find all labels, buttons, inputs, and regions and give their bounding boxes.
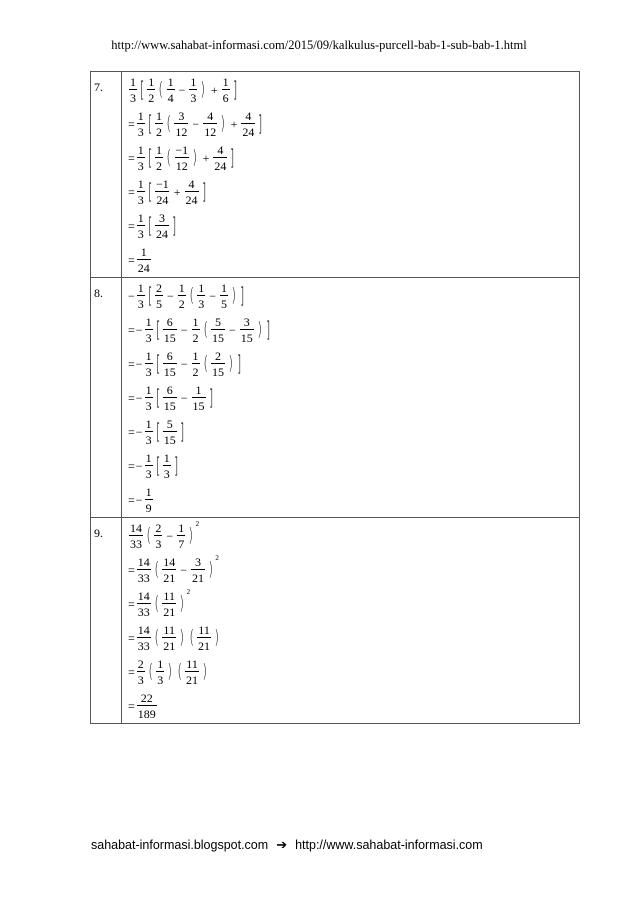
equation-line xyxy=(128,350,579,378)
fraction xyxy=(163,418,177,446)
fraction xyxy=(189,76,197,104)
fraction xyxy=(155,282,163,310)
square-bracket: ] xyxy=(201,179,206,204)
parenthesis: ) xyxy=(257,318,262,341)
fraction-denominator: 7 xyxy=(178,537,185,551)
square-bracket: ] xyxy=(208,385,213,410)
fraction xyxy=(203,110,217,138)
fraction xyxy=(211,350,225,378)
equals-sign: = xyxy=(128,425,135,439)
minus-sign: − xyxy=(128,289,135,303)
square-bracket: ] xyxy=(240,283,245,308)
operator: + xyxy=(230,117,238,131)
parenthesis: ( xyxy=(189,626,194,649)
fraction xyxy=(137,624,151,652)
equals-sign: = xyxy=(128,219,135,233)
fraction-numerator: 1 xyxy=(220,281,227,295)
equals-sign: = xyxy=(128,699,135,713)
fraction-numerator: 1 xyxy=(190,75,197,89)
fraction-numerator: 1 xyxy=(192,315,199,329)
minus-sign: − xyxy=(135,391,143,405)
fraction xyxy=(241,110,255,138)
equals-sign: = xyxy=(128,323,135,337)
fraction-numerator: 3 xyxy=(158,211,165,225)
operator: − xyxy=(178,83,186,97)
square-bracket: [ xyxy=(147,145,153,170)
equals-sign: = xyxy=(128,493,135,507)
problem-solution xyxy=(122,518,580,724)
fraction-denominator: 3 xyxy=(137,159,144,173)
square-bracket: [ xyxy=(155,453,160,478)
fraction-numerator: 1 xyxy=(148,75,155,89)
fraction-denominator: 2 xyxy=(155,125,162,139)
equals-sign: = xyxy=(128,563,135,577)
square-bracket: [ xyxy=(147,111,153,136)
fraction-denominator: 2 xyxy=(178,297,185,311)
fraction xyxy=(156,658,164,686)
fraction xyxy=(137,246,151,274)
parenthesis: ( xyxy=(158,78,164,101)
fraction xyxy=(137,556,151,584)
square-bracket: ] xyxy=(237,351,242,376)
fraction xyxy=(192,350,200,378)
fraction-numerator: 1 xyxy=(157,657,164,671)
fraction xyxy=(137,144,145,172)
fraction-denominator: 12 xyxy=(175,125,188,139)
parenthesis: ) xyxy=(228,352,233,375)
fraction-denominator: 2 xyxy=(192,365,199,379)
fraction-numerator: 11 xyxy=(163,623,175,637)
problem-number: 8. xyxy=(91,278,122,518)
fraction-denominator: 3 xyxy=(190,91,197,105)
minus-sign: − xyxy=(135,323,143,337)
fraction-numerator: 1 xyxy=(192,349,199,363)
fraction-denominator: 2 xyxy=(155,159,162,173)
fraction-denominator: 3 xyxy=(145,433,152,447)
fraction-numerator: 14 xyxy=(130,521,142,535)
fraction-numerator: 11 xyxy=(163,589,175,603)
parenthesis: ( xyxy=(146,524,151,547)
square-bracket: ] xyxy=(266,317,271,342)
fraction-numerator: 4 xyxy=(217,143,224,157)
fraction xyxy=(155,144,163,172)
equation-line xyxy=(128,384,579,412)
fraction-numerator: 3 xyxy=(178,109,185,123)
fraction-denominator: 24 xyxy=(242,125,255,139)
fraction-denominator: 189 xyxy=(137,707,156,721)
fraction xyxy=(163,350,177,378)
fraction xyxy=(191,556,205,584)
problem-row xyxy=(91,518,580,724)
parenthesis: ( xyxy=(154,592,159,615)
equation-line xyxy=(128,110,579,138)
fraction-denominator: 21 xyxy=(191,571,204,585)
fraction-denominator: 33 xyxy=(137,605,150,619)
equation-line xyxy=(128,692,579,720)
fraction-numerator: 1 xyxy=(137,211,144,225)
parenthesis: ( xyxy=(203,318,208,341)
operator: − xyxy=(180,563,187,577)
fraction-numerator: 6 xyxy=(166,349,173,363)
fraction xyxy=(192,316,200,344)
operator: − xyxy=(228,323,236,337)
fraction-denominator: 3 xyxy=(137,297,144,311)
fraction xyxy=(162,556,176,584)
exponent: 2 xyxy=(215,554,219,562)
fraction-denominator: 3 xyxy=(198,297,205,311)
problem-number: 7. xyxy=(91,72,122,278)
fraction xyxy=(220,282,228,310)
fraction xyxy=(213,144,227,172)
equation-line xyxy=(128,522,579,550)
fraction-denominator: 3 xyxy=(145,399,152,413)
equation-line xyxy=(128,658,579,686)
equals-sign: = xyxy=(128,117,135,131)
equation-line xyxy=(128,486,579,514)
fraction-denominator: 12 xyxy=(204,125,217,139)
equals-sign: = xyxy=(128,459,135,473)
fraction-numerator: 1 xyxy=(137,109,144,123)
fraction-denominator: 9 xyxy=(145,501,152,515)
fraction-denominator: 3 xyxy=(137,227,144,241)
fraction-denominator: 21 xyxy=(198,639,211,653)
square-bracket: ] xyxy=(173,453,179,478)
fraction xyxy=(129,76,137,104)
parenthesis: ) xyxy=(220,112,226,135)
fraction-denominator: 24 xyxy=(155,227,168,241)
fraction xyxy=(137,658,145,686)
fraction-numerator: 3 xyxy=(194,555,201,569)
fraction-numerator: 1 xyxy=(145,315,152,329)
fraction-denominator: 3 xyxy=(137,673,144,687)
fraction xyxy=(145,350,153,378)
fraction-numerator: 1 xyxy=(137,143,144,157)
equation-line xyxy=(128,556,579,584)
fraction xyxy=(163,384,177,412)
footer-site-link: http://www.sahabat-informasi.com xyxy=(295,838,483,852)
operator: − xyxy=(166,289,174,303)
fraction xyxy=(177,522,185,550)
fraction-numerator: 1 xyxy=(145,417,152,431)
fraction xyxy=(129,522,143,550)
parenthesis: ) xyxy=(200,78,206,101)
parenthesis: ) xyxy=(202,660,207,683)
fraction xyxy=(145,452,153,480)
problem-number: 9. xyxy=(91,518,122,724)
fraction xyxy=(147,76,155,104)
fraction-numerator: 6 xyxy=(166,315,173,329)
fraction-denominator: 33 xyxy=(130,537,142,551)
problem-solution xyxy=(122,72,580,278)
fraction xyxy=(174,144,189,172)
footer-blog-link: sahabat-informasi.blogspot.com xyxy=(91,838,269,852)
fraction-numerator: 1 xyxy=(145,451,152,465)
square-bracket: ] xyxy=(179,419,185,444)
operator: − xyxy=(192,117,200,131)
solutions-table xyxy=(90,71,580,724)
equation-line xyxy=(128,316,579,344)
fraction-denominator: 3 xyxy=(145,467,152,481)
parenthesis: ) xyxy=(208,558,213,581)
page-footer xyxy=(91,837,483,853)
equation-line xyxy=(128,246,579,274)
fraction xyxy=(222,76,230,104)
fraction-denominator: 33 xyxy=(137,571,150,585)
fraction-numerator: 2 xyxy=(214,349,221,363)
fraction-numerator: 5 xyxy=(166,417,173,431)
fraction xyxy=(137,282,145,310)
equals-sign: = xyxy=(128,597,135,611)
fraction-denominator: 15 xyxy=(163,433,176,447)
parenthesis: ) xyxy=(179,626,185,649)
fraction-numerator: 1 xyxy=(195,383,202,397)
fraction-denominator: 3 xyxy=(130,91,136,105)
fraction xyxy=(211,316,225,344)
fraction-denominator: 33 xyxy=(137,639,150,653)
fraction-numerator: 1 xyxy=(178,281,185,295)
fraction xyxy=(145,486,153,514)
fraction-numerator: −1 xyxy=(155,177,169,191)
parenthesis: ( xyxy=(166,146,171,169)
minus-sign: − xyxy=(135,357,143,371)
square-bracket: ] xyxy=(230,145,235,170)
parenthesis: ( xyxy=(177,660,182,683)
fraction-numerator: 6 xyxy=(166,383,173,397)
fraction-numerator: 2 xyxy=(155,281,162,295)
fraction-denominator: 6 xyxy=(222,91,229,105)
fraction-numerator: 4 xyxy=(207,109,214,123)
fraction-numerator: 1 xyxy=(145,349,152,363)
problem-row xyxy=(91,278,580,518)
equals-sign: = xyxy=(128,631,135,645)
parenthesis: ) xyxy=(192,146,198,169)
square-bracket: [ xyxy=(147,179,153,204)
fraction-denominator: 3 xyxy=(163,467,170,481)
fraction xyxy=(145,418,153,446)
fraction-numerator: 1 xyxy=(222,75,229,89)
fraction-denominator: 15 xyxy=(163,399,176,413)
square-bracket: [ xyxy=(139,77,145,102)
fraction xyxy=(155,178,170,206)
operator: + xyxy=(202,151,210,165)
square-bracket: [ xyxy=(147,283,153,308)
equation-line xyxy=(128,624,579,652)
fraction xyxy=(185,178,199,206)
square-bracket: [ xyxy=(147,213,153,238)
fraction xyxy=(137,692,157,720)
fraction-denominator: 21 xyxy=(163,571,176,585)
fraction-numerator: 14 xyxy=(137,623,150,637)
equals-sign: = xyxy=(128,357,135,371)
parenthesis: ) xyxy=(231,284,236,307)
fraction xyxy=(197,624,211,652)
fraction-denominator: 15 xyxy=(163,331,176,345)
equation-line xyxy=(128,76,579,104)
operator: − xyxy=(180,391,188,405)
equation-line xyxy=(128,590,579,618)
fraction xyxy=(137,212,145,240)
fraction xyxy=(145,316,153,344)
parenthesis: ( xyxy=(166,112,171,135)
square-bracket: [ xyxy=(155,317,160,342)
square-bracket: [ xyxy=(155,385,160,410)
fraction-denominator: 15 xyxy=(211,365,224,379)
square-bracket: [ xyxy=(155,419,160,444)
fraction-denominator: 15 xyxy=(211,331,224,345)
parenthesis: ) xyxy=(179,592,185,615)
equals-sign: = xyxy=(128,151,135,165)
fraction-numerator: 1 xyxy=(163,451,170,465)
fraction-denominator: 21 xyxy=(163,605,176,619)
fraction-denominator: 3 xyxy=(155,537,162,551)
fraction-numerator: 4 xyxy=(188,177,195,191)
fraction-numerator: 11 xyxy=(198,623,210,637)
fraction xyxy=(197,282,205,310)
parenthesis: ( xyxy=(189,284,194,307)
fraction xyxy=(192,384,206,412)
fraction xyxy=(162,590,176,618)
fraction-denominator: 2 xyxy=(192,331,199,345)
fraction xyxy=(174,110,188,138)
fraction-denominator: 2 xyxy=(148,91,155,105)
fraction-denominator: 4 xyxy=(167,91,174,105)
equals-sign: = xyxy=(128,391,135,405)
right-arrow-icon: ➔ xyxy=(276,837,288,852)
fraction-denominator: 12 xyxy=(175,159,188,173)
equation-line xyxy=(128,178,579,206)
parenthesis: ) xyxy=(167,660,173,683)
equals-sign: = xyxy=(128,665,135,679)
operator: − xyxy=(180,357,188,371)
operator: − xyxy=(209,289,216,303)
square-bracket: [ xyxy=(155,351,160,376)
fraction-numerator: 1 xyxy=(178,521,185,535)
fraction xyxy=(155,212,169,240)
parenthesis: ( xyxy=(203,352,208,375)
parenthesis: ) xyxy=(188,524,194,547)
fraction-denominator: 24 xyxy=(185,193,198,207)
solutions-table-body xyxy=(91,72,580,724)
fraction-numerator: 1 xyxy=(167,75,174,89)
fraction-numerator: 1 xyxy=(155,109,162,123)
parenthesis: ( xyxy=(154,626,159,649)
fraction-numerator: 1 xyxy=(198,281,205,295)
fraction xyxy=(154,522,162,550)
fraction-numerator: 5 xyxy=(214,315,221,329)
equation-line xyxy=(128,452,579,480)
fraction xyxy=(162,624,176,652)
equation-line xyxy=(128,212,579,240)
equation-line xyxy=(128,144,579,172)
fraction-denominator: 21 xyxy=(163,639,176,653)
parenthesis: ) xyxy=(214,626,219,649)
fraction-numerator: 14 xyxy=(137,589,150,603)
fraction-denominator: 24 xyxy=(156,193,169,207)
square-bracket: ] xyxy=(232,77,237,102)
fraction-numerator: 2 xyxy=(155,521,162,535)
fraction-numerator: 2 xyxy=(137,657,144,671)
fraction xyxy=(185,658,199,686)
fraction xyxy=(163,452,171,480)
fraction-denominator: 21 xyxy=(186,673,199,687)
fraction xyxy=(240,316,254,344)
parenthesis: ( xyxy=(148,660,153,683)
equals-sign: = xyxy=(128,185,135,199)
fraction-numerator: 22 xyxy=(140,691,153,705)
page-header-url: http://www.sahabat-informasi.com/2015/09/kalkulus-purcell-bab-1-sub-bab-1.html xyxy=(111,38,527,52)
problem-row xyxy=(91,72,580,278)
fraction-denominator: 15 xyxy=(192,399,205,413)
fraction-denominator: 3 xyxy=(145,365,152,379)
square-bracket: ] xyxy=(171,213,177,238)
square-bracket: ] xyxy=(258,111,263,136)
fraction-numerator: 1 xyxy=(155,143,162,157)
fraction-denominator: 24 xyxy=(214,159,227,173)
problem-solution xyxy=(122,278,580,518)
fraction xyxy=(137,178,145,206)
fraction-denominator: 5 xyxy=(155,297,162,311)
fraction xyxy=(137,110,145,138)
fraction-denominator: 5 xyxy=(220,297,227,311)
fraction xyxy=(155,110,163,138)
minus-sign: − xyxy=(135,425,143,439)
fraction xyxy=(163,316,177,344)
fraction-numerator: 14 xyxy=(163,555,176,569)
equals-sign: = xyxy=(128,253,135,267)
operator: − xyxy=(166,529,174,543)
fraction xyxy=(167,76,175,104)
fraction xyxy=(137,590,151,618)
fraction-numerator: 1 xyxy=(145,485,152,499)
fraction-denominator: 3 xyxy=(137,193,144,207)
fraction-numerator: 1 xyxy=(140,245,147,259)
fraction-denominator: 15 xyxy=(163,365,176,379)
operator: + xyxy=(210,83,218,97)
fraction-numerator: 3 xyxy=(243,315,250,329)
minus-sign: − xyxy=(135,459,143,473)
fraction-numerator: 1 xyxy=(137,281,144,295)
fraction-numerator: 14 xyxy=(137,555,150,569)
fraction xyxy=(178,282,186,310)
fraction-numerator: 1 xyxy=(145,383,152,397)
fraction-numerator: 1 xyxy=(137,177,144,191)
equation-line xyxy=(128,282,579,310)
parenthesis: ( xyxy=(154,558,159,581)
fraction-denominator: 3 xyxy=(145,331,152,345)
fraction-denominator: 24 xyxy=(137,261,150,275)
fraction-denominator: 3 xyxy=(157,673,164,687)
operator: + xyxy=(173,185,181,199)
fraction-numerator: 1 xyxy=(130,75,136,89)
fraction-numerator: −1 xyxy=(175,143,189,157)
fraction-numerator: 4 xyxy=(245,109,252,123)
equation-line xyxy=(128,418,579,446)
fraction-denominator: 3 xyxy=(137,125,144,139)
fraction-denominator: 15 xyxy=(240,331,253,345)
minus-sign: − xyxy=(135,493,143,507)
fraction-numerator: 11 xyxy=(186,657,198,671)
exponent: 2 xyxy=(195,520,200,528)
exponent: 2 xyxy=(186,588,191,596)
operator: − xyxy=(180,323,188,337)
fraction xyxy=(145,384,153,412)
